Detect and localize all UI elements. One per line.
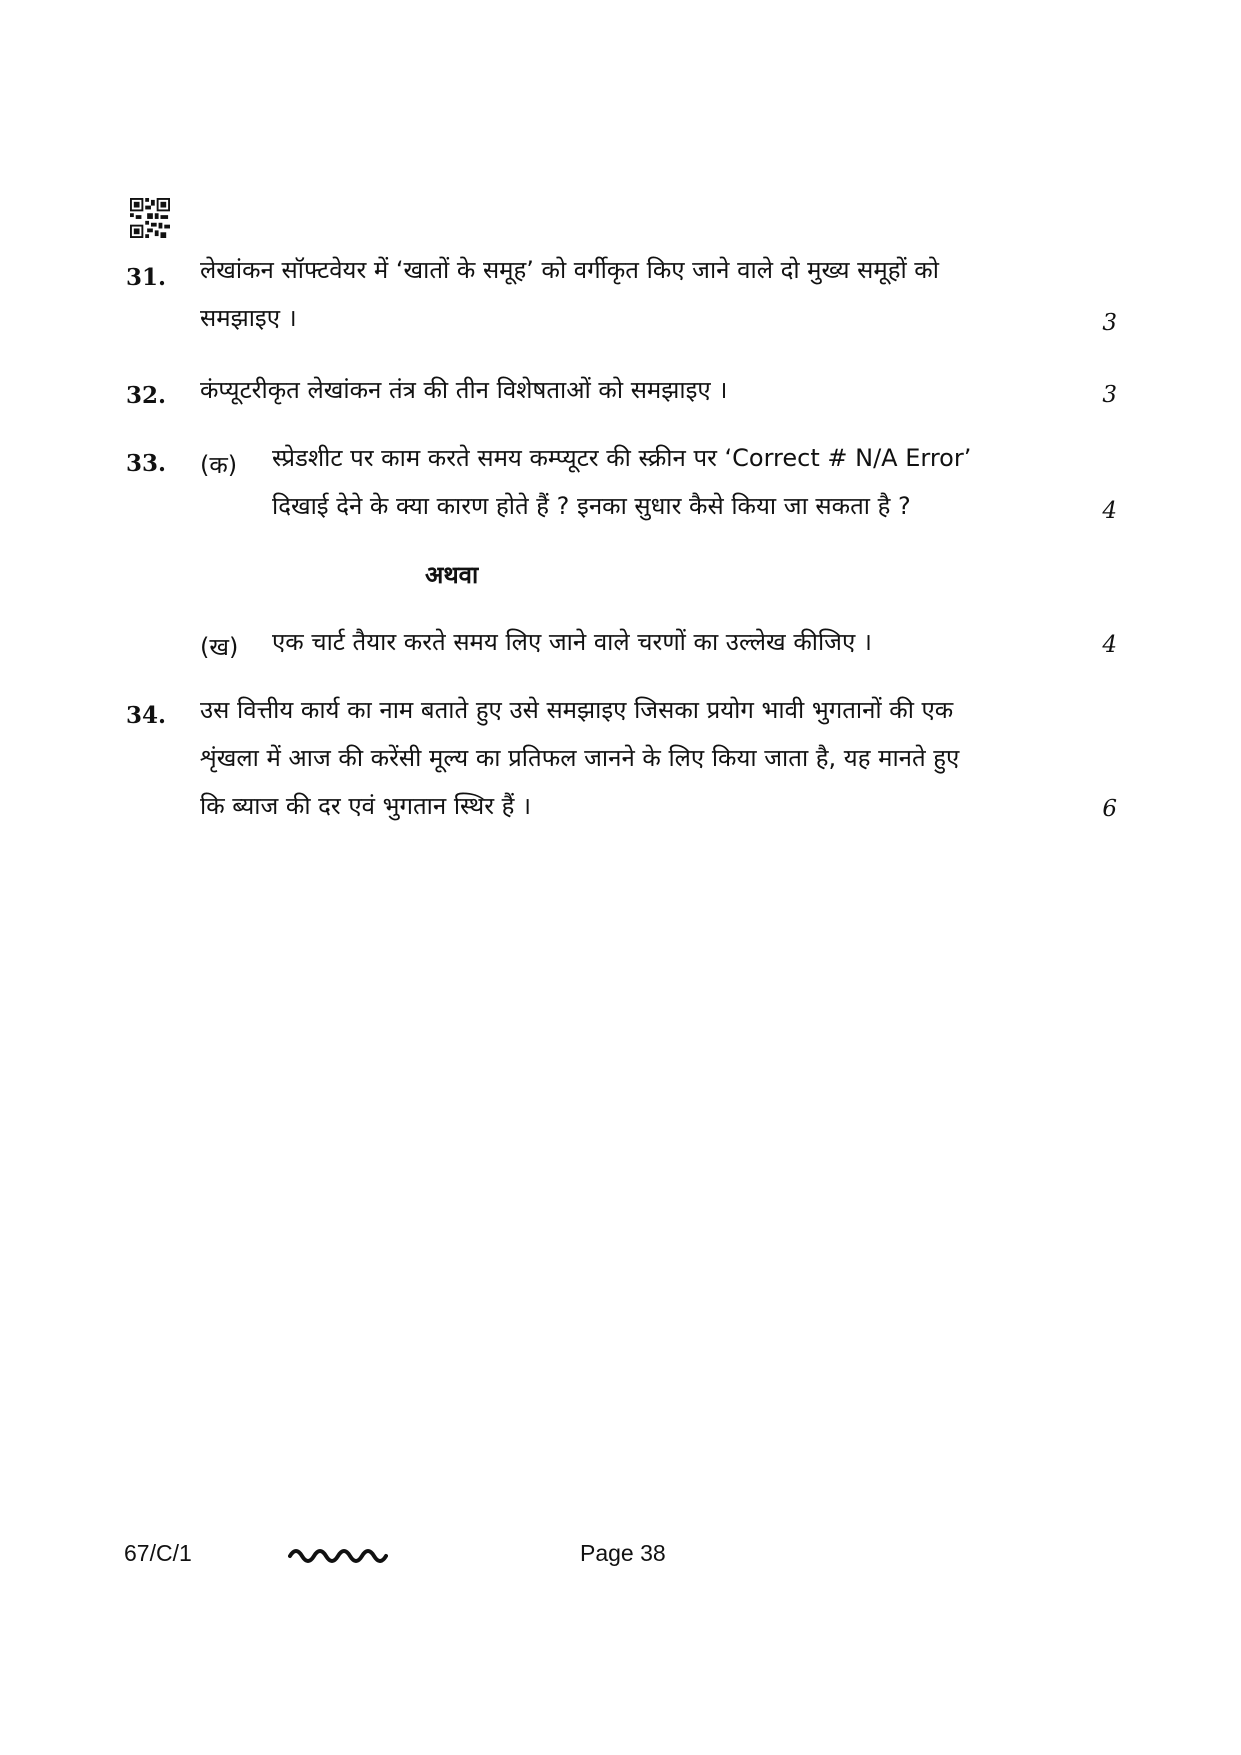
question-number: 31. [126, 264, 167, 291]
question-line: एक चार्ट तैयार करते समय लिए जाने वाले चरणों का उल्लेख कीजिए । [272, 628, 872, 656]
question-text [272, 434, 1062, 530]
wave-ornament-icon [288, 1540, 388, 1568]
question-line: दिखाई देने के क्या कारण होते हैं ? इनका सुधार कैसे किया जा सकता है ? [272, 492, 911, 520]
question-line: कि ब्याज की दर एवं भुगतान स्थिर हैं । [200, 792, 532, 820]
question-text [272, 618, 1062, 666]
question-line: स्प्रेडशीट पर काम करते समय कम्प्यूटर की स्क्रीन पर ‘Correct # N/A Error’ [272, 444, 972, 472]
marks: 3 [1102, 310, 1117, 336]
question-text [200, 246, 1062, 342]
marks: 4 [1102, 632, 1117, 658]
qr-code-icon [130, 198, 170, 238]
or-separator: अथवा [425, 561, 479, 589]
paper-code: 67/C/1 [124, 1540, 192, 1566]
question-text [200, 686, 1062, 830]
question-line: उस वित्तीय कार्य का नाम बताते हुए उसे समझाइए जिसका प्रयोग भावी भुगतानों की एक [200, 696, 954, 724]
marks: 6 [1102, 796, 1117, 822]
question-number: 33. [126, 450, 167, 477]
question-line: लेखांकन सॉफ्टवेयर में ‘खातों के समूह’ को वर्गीकृत किए जाने वाले दो मुख्य समूहों को [200, 256, 939, 284]
marks: 3 [1102, 382, 1117, 408]
question-line: समझाइए । [200, 304, 297, 332]
question-line: कंप्यूटरीकृत लेखांकन तंत्र की तीन विशेषताओं को समझाइए । [200, 376, 728, 404]
question-line: शृंखला में आज की करेंसी मूल्य का प्रतिफल जानने के लिए किया जाता है, यह मानते हुए [200, 744, 960, 772]
page-number: Page 38 [580, 1540, 666, 1566]
question-number: 32. [126, 382, 167, 409]
part-label: (क) [200, 451, 238, 479]
question-text [200, 366, 1062, 414]
part-label: (ख) [200, 633, 239, 661]
marks: 4 [1102, 498, 1117, 524]
question-number: 34. [126, 702, 167, 729]
